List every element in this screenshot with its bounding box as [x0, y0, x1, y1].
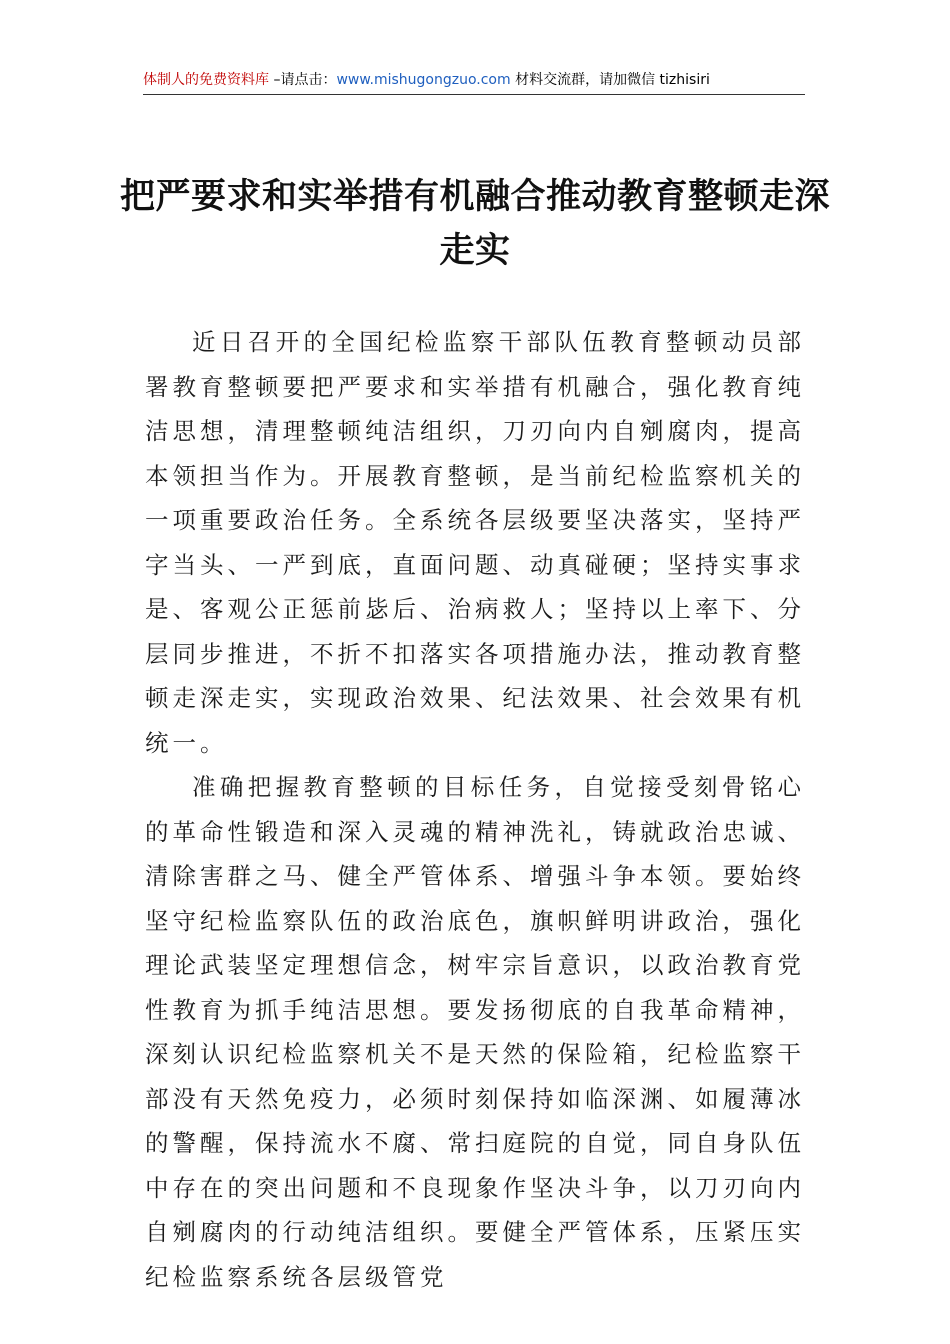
paragraph-1: 近日召开的全国纪检监察干部队伍教育整顿动员部署教育整顿要把严要求和实举措有机融合，强化教育纯洁思想，清理整顿纯洁组织，刀刃向内自剜腐肉，提高本领担当作为。开展教育整顿，是当前纪检监察机关的一项重要政治任务。全系统各层级要坚决落实，坚持严字当头、一严到底，直面问题、动真碰硬；坚持实事求是、客观公正惩前毖后、治病救人；坚持以上率下、分层同步推进，不折不扣落实各项措施办法，推动教育整顿走深走实，实现政治效果、纪法效果、社会效果有机统一。	[145, 328, 805, 757]
paragraph-2: 准确把握教育整顿的目标任务，自觉接受刻骨铭心的革命性锻造和深入灵魂的精神洗礼，铸就政治忠诚、清除害群之马、健全严管体系、增强斗争本领。要始终坚守纪检监察队伍的政治底色，旗帜鲜明讲政治，强化理论武装坚定理想信念，树牢宗旨意识，以政治教育党性教育为抓手纯洁思想。要发扬彻底的自我革命精神，深刻认识纪检监察机关不是天然的保险箱，纪检监察干部没有天然免疫力，必须时刻保持如临深渊、如履薄冰的警醒，保持流水不腐、常扫庭院的自觉，同自身队伍中存在的突出问题和不良现象作坚决斗争，以刀刃向内自剜腐肉的行动纯洁组织。要健全严管体系，压紧压实纪检监察系统各层级管党	[145, 773, 805, 1291]
header-url-link[interactable]: www.mishugongzuo.com	[336, 72, 511, 88]
document-body	[145, 320, 805, 1299]
page-header	[143, 70, 805, 95]
header-separator: –请点击：	[269, 72, 337, 88]
header-brand: 体制人的免费资料库	[143, 72, 269, 88]
header-tail: 材料交流群，请加微信 tizhisiri	[510, 72, 710, 88]
document-title: 把严要求和实举措有机融合推动教育整顿走深走实	[120, 176, 831, 271]
